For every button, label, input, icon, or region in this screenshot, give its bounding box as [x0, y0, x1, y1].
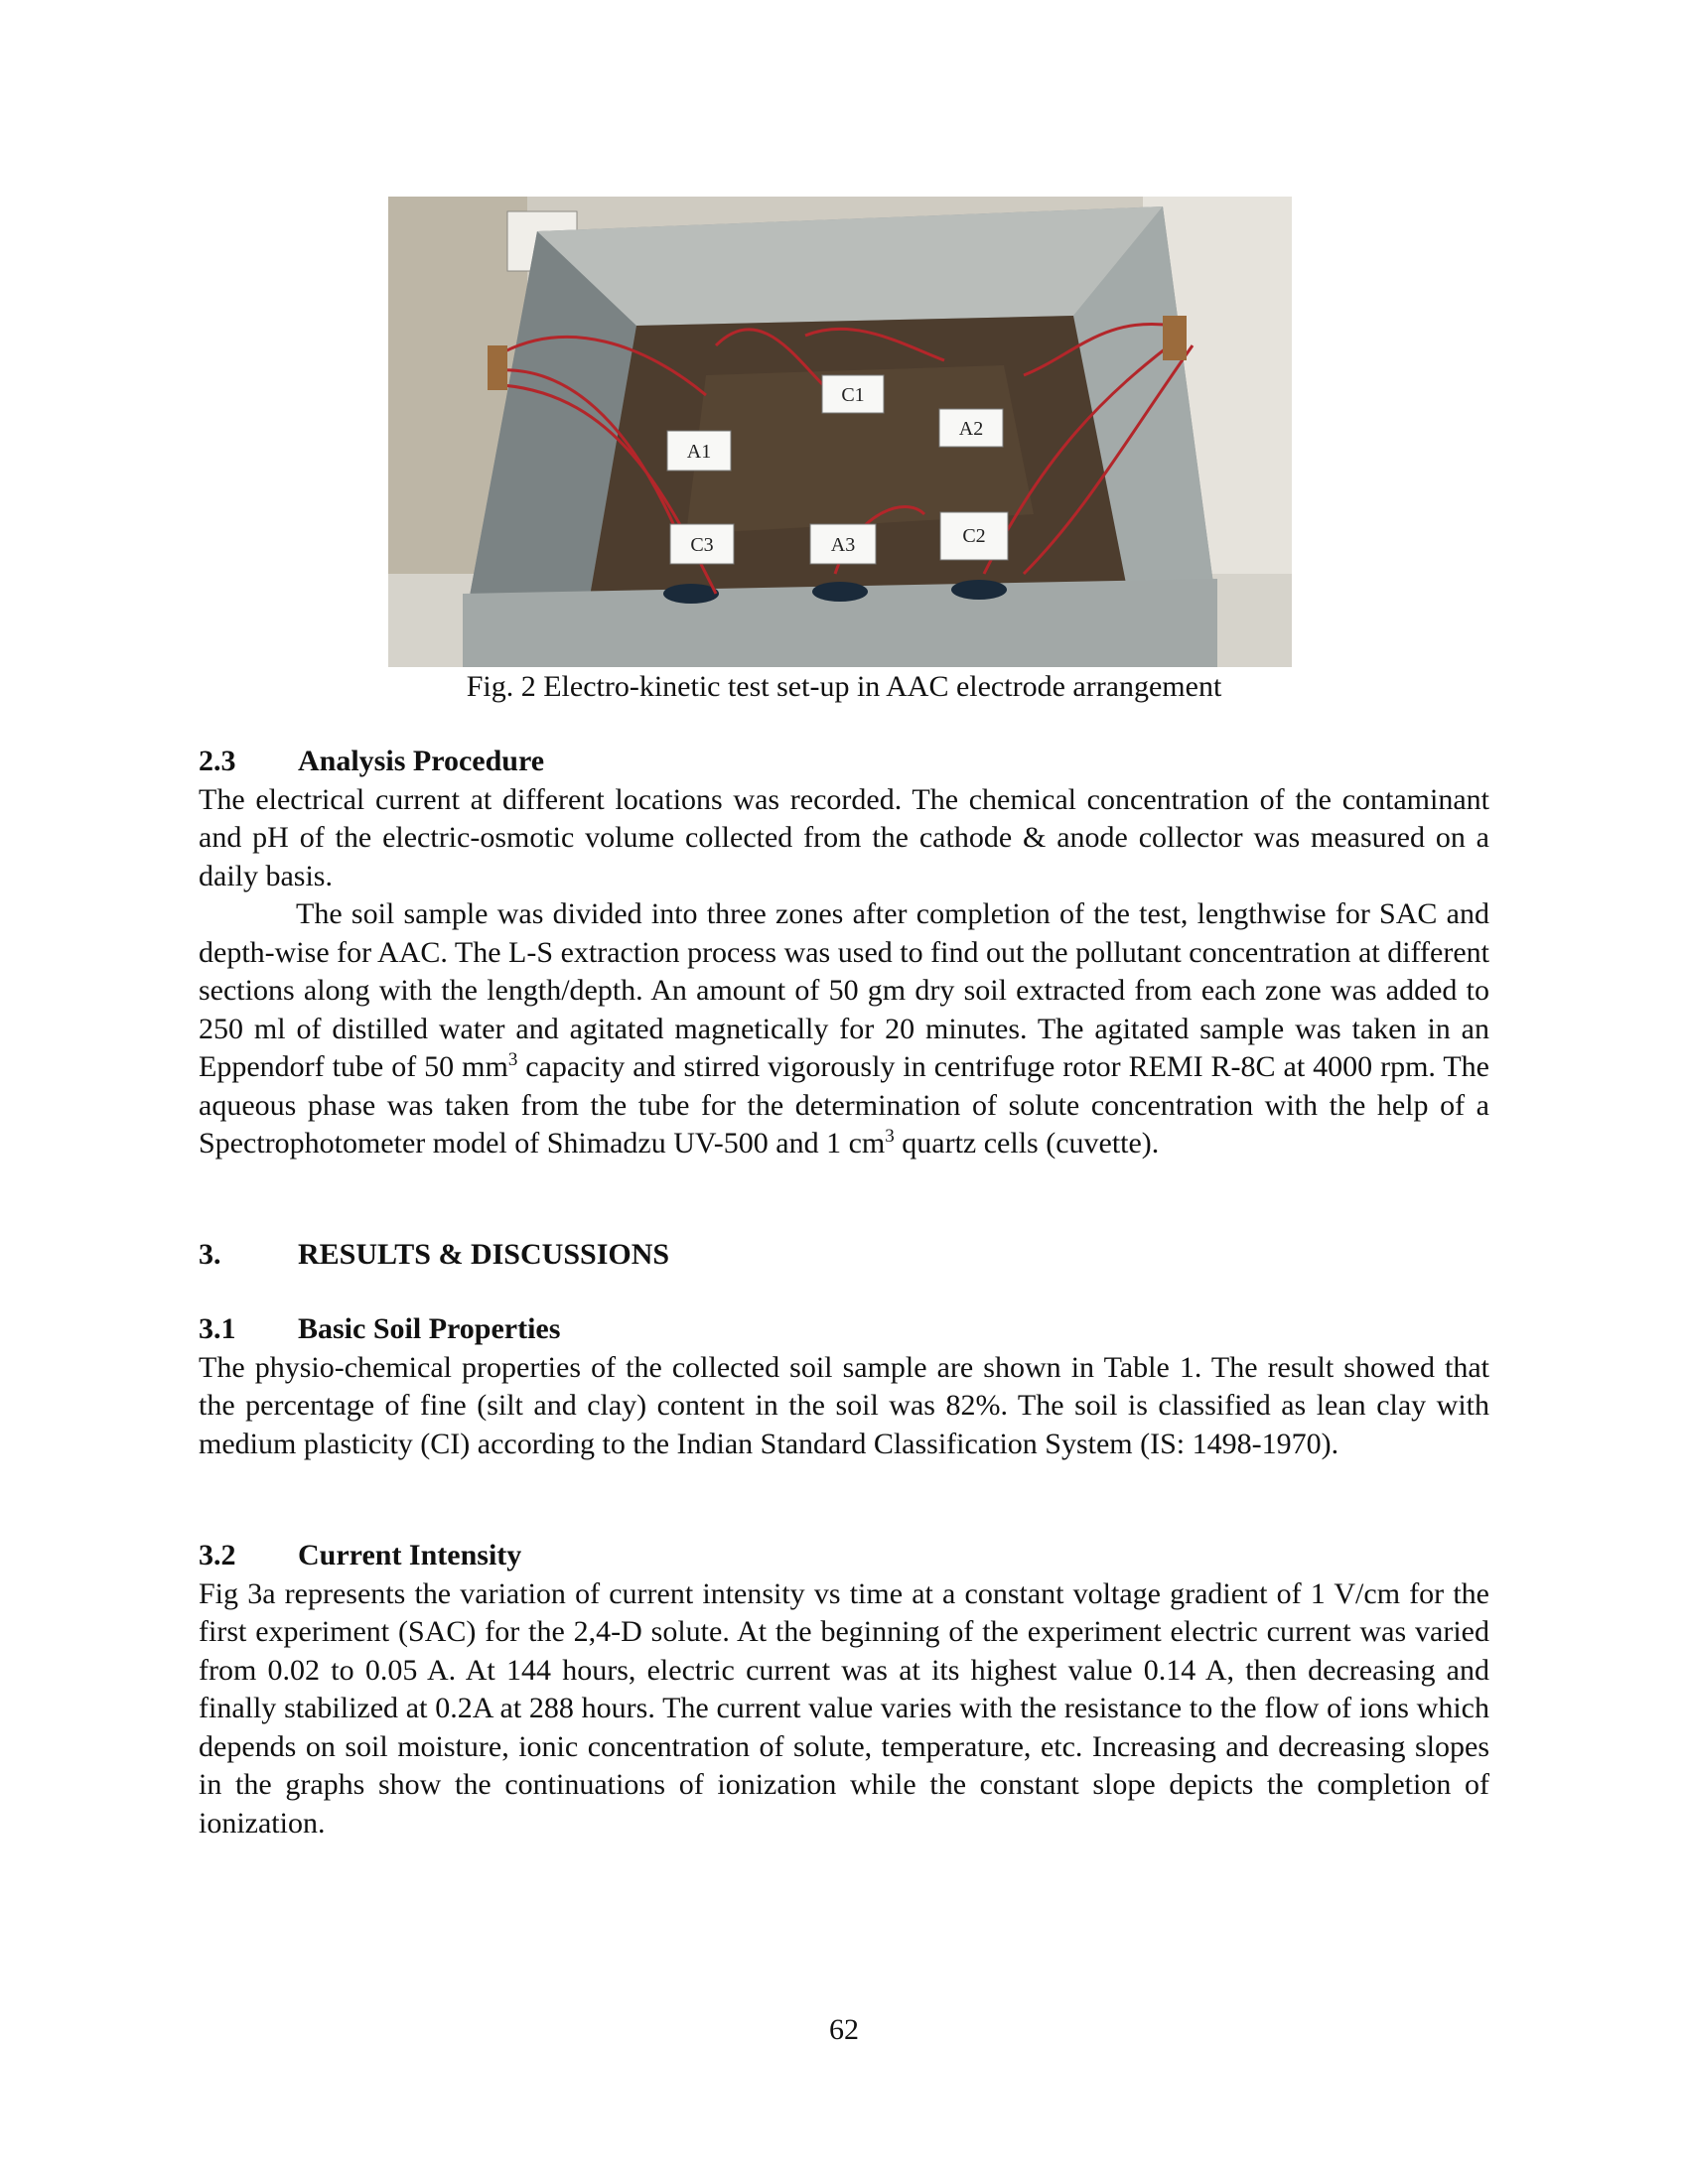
section-heading [199, 1236, 1489, 1275]
superscript: 3 [885, 1126, 895, 1147]
label-C2: C2 [962, 525, 986, 547]
label-A3: A3 [830, 534, 856, 556]
section-3 [199, 1236, 1489, 1275]
page-number: 62 [829, 2013, 859, 2046]
section-number: 3. [199, 1238, 221, 1271]
figure-caption: Fig. 2 Electro-kinetic test set-up in AAC electrode arrangement [466, 670, 1222, 703]
electrokinetic-setup-illustration [388, 197, 1292, 667]
section-number: 2.3 [199, 745, 236, 777]
section-3-2 [199, 1537, 1489, 1843]
figure-2-photo [388, 197, 1292, 667]
paragraph: The electrical current at different locations was recorded. The chemical concentration of the contaminant and pH of the electric-osmotic volume collected from the cathode & anode collector was measured on a daily basis. [199, 782, 1489, 892]
section-heading [199, 743, 1489, 781]
section-title: Analysis Procedure [298, 745, 545, 777]
label-C3: C3 [690, 534, 714, 556]
section-number: 3.1 [199, 1312, 236, 1345]
label-A2: A2 [958, 418, 984, 440]
section-title: Basic Soil Properties [298, 1312, 561, 1345]
label-A1: A1 [686, 441, 712, 463]
section-title: Current Intensity [298, 1539, 522, 1571]
superscript: 3 [507, 1049, 518, 1070]
section-title: RESULTS & DISCUSSIONS [298, 1238, 670, 1271]
paragraph: The physio-chemical properties of the collected soil sample are shown in Table 1. The result showed that the percentage of fine (silt and clay) content in the soil was 82%. The soil is classified as lean clay with medium plasticity (CI) according to the Indian Standard Classification System (IS: 1498-1970). [199, 1350, 1489, 1460]
paragraph: Fig 3a represents the variation of current intensity vs time at a constant voltage gradient of 1 V/cm for the first experiment (SAC) for the 2,4-D solute. At the beginning of the experiment electric current was varied from 0.02 to 0.05 A. At 144 hours, electric current was at its highest value 0.14 A, then decreasing and finally stabilized at 0.2A at 288 hours. The current value varies with the resistance to the flow of ions which depends on soil moisture, ionic concentration of solute, temperature, etc. Increasing and decreasing slopes in the graphs show the continuations of ionization while the constant slope depicts the completion of ionization. [199, 1576, 1489, 1840]
label-C1: C1 [841, 384, 865, 406]
paragraph: The soil sample was divided into three zones after completion of the test, lengthwise for SAC and depth-wise for AAC. The L-S extraction process was used to find out the pollutant concentration at different sections along with the length/depth. An amount of 50 gm dry soil extracted from each zone was added to 250 ml of distilled water and agitated magnetically for 20 minutes. The agitated sample was taken in an Eppendorf tube of 50 $mm^3$ capacity and stirred vigorously in centrifuge rotor REMI R-8C at 4000 rpm. The aqueous phase was taken from the tube for the determination of solute concentration with the help of a Spectrophotometer model of Shimadzu UV-500 and 1 $cm^3$ quartz cells (cuvette). [199, 897, 1489, 1160]
section-3-1 [199, 1310, 1489, 1463]
section-heading [199, 1310, 1489, 1349]
section-2-3 [199, 743, 1489, 1163]
section-heading [199, 1537, 1489, 1575]
section-number: 3.2 [199, 1539, 236, 1571]
